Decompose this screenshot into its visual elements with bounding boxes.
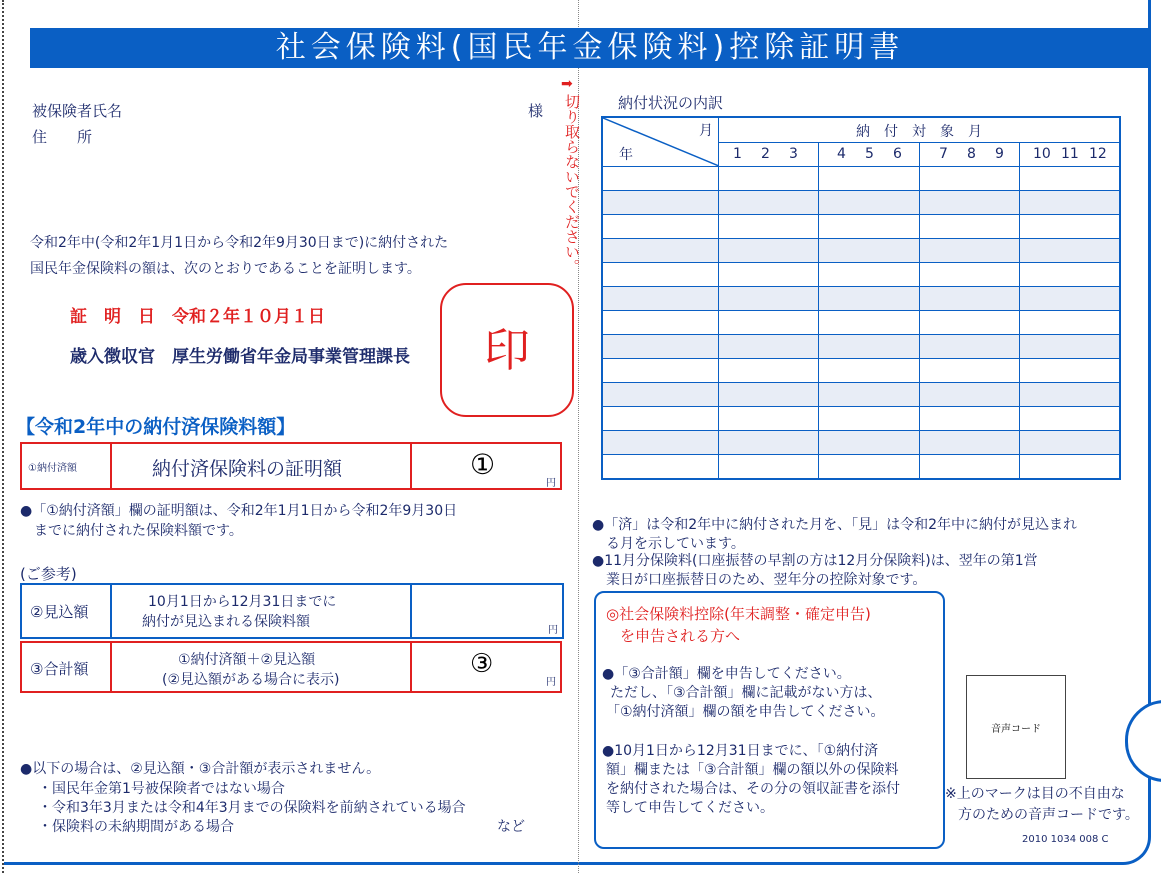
deduction-p2-line-2: 額」欄または「③合計額」欄の額以外の保険料 (606, 762, 899, 778)
document-title: 社会保険料(国民年金保険料)控除証明書 (30, 28, 1150, 68)
insured-name-label: 被保険者氏名 (32, 102, 123, 120)
paid-amount-marker: ① (470, 448, 496, 481)
issuer: 歳入徴収官 厚生労働省年金局事業管理課長 (70, 347, 410, 367)
arrow-right-icon: ➡ (561, 76, 573, 92)
document-code: 2010 1034 008 C (1022, 834, 1109, 845)
month-header: 12 (1089, 146, 1107, 162)
month-header: 2 (761, 146, 770, 162)
paid-note-line-2: までに納付された保険料額です。 (34, 523, 243, 539)
paid-row-label: ①納付済額 (28, 463, 77, 474)
target-month-header: 納 付 対 象 月 (856, 124, 982, 140)
certification-date: 証 明 日 令和２年１０月１日 (70, 307, 325, 327)
deduction-p1-line-2: ただし、「③合計額」欄に記載がない方は、 (610, 685, 882, 701)
month-header: 7 (939, 146, 948, 162)
yen-unit: 円 (546, 478, 556, 489)
voice-note-line-2: 方のための音声コードです。 (958, 807, 1139, 823)
paid-row-description: 納付済保険料の証明額 (152, 458, 343, 480)
total-row (20, 641, 562, 693)
deduction-p2-line-3: を納付された場合は、その分の領収証書を添付 (606, 781, 900, 797)
deduction-p1-line-3: 「①納付済額」欄の額を申告してください。 (606, 704, 885, 720)
deduction-p2-line-1: ●10月1日から12月31日までに、「①納付済 (602, 743, 879, 759)
month-header: 4 (837, 146, 846, 162)
month-header: 3 (789, 146, 798, 162)
corner-year-label: 年 (619, 147, 633, 163)
total-row-desc-2: (②見込額がある場合に表示) (162, 672, 340, 688)
perforation-left (2, 0, 4, 873)
voice-note-line-1: ※上のマークは目の不自由な (945, 786, 1125, 802)
exception-item: ・保険料の未納期間がある場合 (38, 819, 234, 835)
statement-line-1: 令和2年中(令和2年1月1日から令和2年9月30日まで)に納付された (30, 235, 449, 251)
right-note-1-line-2: る月を示しています。 (606, 536, 745, 552)
yen-unit: 円 (548, 625, 558, 636)
month-header: 10 (1033, 146, 1051, 162)
right-note-2-line-2: 業日が口座振替日のため、翌年分の控除対象です。 (606, 572, 927, 588)
right-note-2-line-1: ●11月分保険料(口座振替の早割の方は12月分保険料)は、翌年の第1営 (592, 553, 1038, 569)
exceptions-etc: など (497, 819, 525, 835)
estimated-row-desc-1: 10月1日から12月31日までに (148, 594, 337, 610)
honorific: 様 (528, 102, 544, 120)
total-amount-marker: ③ (470, 649, 494, 679)
address-label: 住 所 (32, 128, 93, 146)
payment-table-heading: 納付状況の内訳 (618, 94, 724, 112)
exception-item: ・国民年金第1号被保険者ではない場合 (38, 781, 285, 797)
month-header: 1 (733, 146, 742, 162)
right-note-1-line-1: ●「済」は令和2年中に納付された月を、「見」は令和2年中に納付が見込まれ (592, 517, 1078, 533)
month-header: 5 (865, 146, 874, 162)
deduction-heading-line-1: ◎社会保険料控除(年末調整・確定申告) (606, 605, 871, 623)
month-header: 11 (1061, 146, 1079, 162)
voice-code-area (966, 675, 1066, 779)
seal-stamp (440, 283, 574, 417)
estimated-row-desc-2: 納付が見込まれる保険料額 (142, 614, 310, 630)
month-header: 9 (995, 146, 1004, 162)
cut-warning: 切り取らないでください。 (563, 94, 581, 274)
deduction-heading-line-2: を申告される方へ (620, 627, 741, 645)
paid-note-line-1: ●「①納付済額」欄の証明額は、令和2年1月1日から令和2年9月30日 (20, 503, 458, 519)
deduction-p2-line-4: 等して申告してください。 (606, 800, 774, 816)
statement-line-2: 国民年金保険料の額は、次のとおりであることを証明します。 (30, 261, 421, 277)
paid-section-heading: 【令和2年中の納付済保険料額】 (16, 416, 296, 438)
exception-item: ・令和3年3月または令和4年3月までの保険料を前納されている場合 (38, 800, 466, 816)
estimated-row-label: ②見込額 (30, 603, 89, 621)
corner-month-label: 月 (699, 123, 713, 139)
reference-heading: (ご参考) (20, 565, 77, 583)
total-row-desc-1: ①納付済額＋②見込額 (178, 652, 316, 668)
paid-amount-row (20, 442, 562, 490)
total-row-label: ③合計額 (30, 660, 89, 678)
estimated-row (20, 583, 564, 639)
payment-status-table (601, 116, 1121, 480)
deduction-info-box (594, 591, 945, 849)
yen-unit: 円 (546, 677, 556, 688)
deduction-p1-line-1: ●「③合計額」欄を申告してください。 (602, 666, 851, 682)
voice-code-label: 音声コード (991, 724, 1041, 735)
month-header: 8 (967, 146, 976, 162)
seal-mark: 印 (484, 323, 530, 377)
month-header: 6 (893, 146, 902, 162)
exceptions-intro: ●以下の場合は、②見込額・③合計額が表示されません。 (20, 761, 381, 777)
